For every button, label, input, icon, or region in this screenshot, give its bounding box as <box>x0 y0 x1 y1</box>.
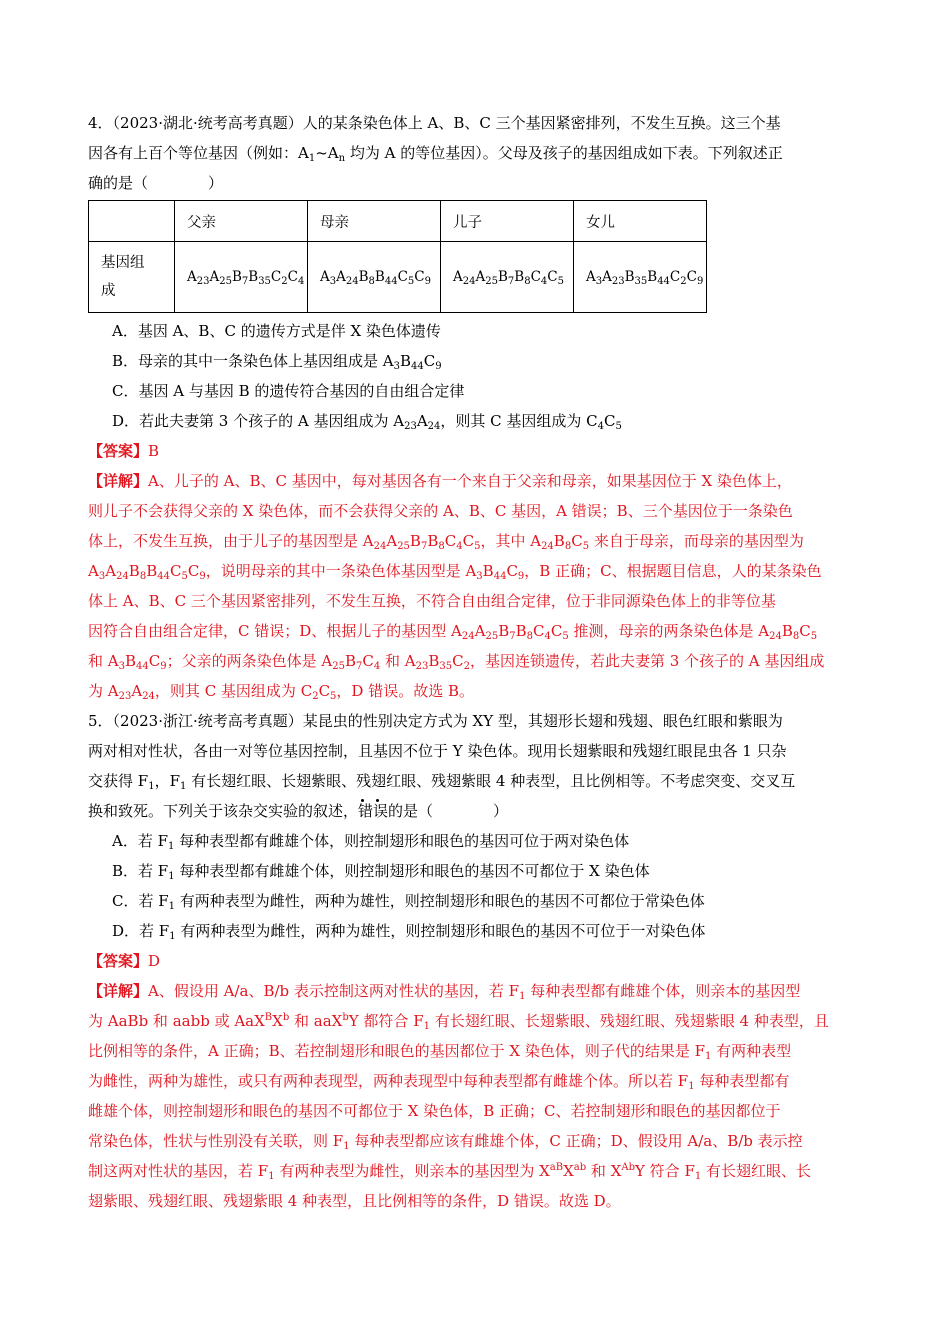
q5-option-b: B．若 $F_1$ 每种表型都有雌雄个体，则控制翅形和眼色的基因不可都位于 X 染色体 <box>112 862 650 882</box>
q5-explain-line: 雌雄个体，则控制翅形和眼色的基因不可都位于 X 染色体，B 正确；C、若控制翅形和眼色的基因都位于 <box>88 1102 781 1120</box>
table-cell-son: $A_{24}A_{25}B_7B_8C_4C_5$ <box>441 242 574 313</box>
q5-explain-line: 翅紫眼、残翅红眼、残翅紫眼 4 种表型，且比例相等的条件，D 错误。故选 D。 <box>88 1192 621 1210</box>
table-row-label: 基因组 成 <box>89 242 175 313</box>
gene-table <box>88 200 707 313</box>
table-header-mother: 母亲 <box>308 201 441 242</box>
q4-option-c: C．基因 A 与基因 B 的遗传符合基因的自由组合定律 <box>112 382 465 400</box>
table-header-daughter: 女儿 <box>574 201 707 242</box>
q4-option-b: B．母亲的其中一条染色体上基因组成是 $A_3B_{44}C_9$ <box>112 352 442 372</box>
q4-explain-line: 为 $A_{23}A_{24}$，则其 C 基因组成为 $C_2C_5$，D 错误。故选 B。 <box>88 682 475 702</box>
q4-explanation <box>88 466 864 706</box>
q5-option-a: A．若 $F_1$ 每种表型都有雌雄个体，则控制翅形和眼色的基因可位于两对染色体 <box>112 832 630 852</box>
emphasis-dots: 错误 <box>358 802 389 820</box>
q5-option-d: D．若 $F_1$ 有两种表型为雌性，两种为雄性，则控制翅形和眼色的基因不可位于一对染色体 <box>112 922 706 942</box>
q4-stem-line-1: 4．（2023·湖北·统考高考真题）人的某条染色体上 A、B、C 三个基因紧密排列，不发生互换。这三个基 <box>88 114 781 132</box>
q4-stem-line-3: 确的是（ ） <box>88 174 224 192</box>
table-header-father: 父亲 <box>175 201 308 242</box>
q5-stem-line-2: 两对相对性状，各由一对等位基因控制，且基因不位于 Y 染色体。现用长翅紫眼和残翅红眼昆虫各 1 只杂 <box>88 742 787 760</box>
q5-explain-line: 为雌性，两种为雄性，或只有两种表现型，两种表现型中每种表型都有雌雄个体。所以若 $F_1$ 每种表型都有 <box>88 1072 790 1092</box>
q4-explain-line: 体上，不发生互换，由于儿子的基因型是 $A_{24}A_{25}B_7B_8C_4C_5$，其中 $A_{24}B_8C_5$ 来自于母亲，而母亲的基因型为 <box>88 532 804 552</box>
q5-explain-line: 比例相等的条件，A 正确；B、若控制翅形和眼色的基因都位于 X 染色体，则子代的结果是 $F_1$ 有两种表型 <box>88 1042 792 1062</box>
q4-option-a: A．基因 A、B、C 的遗传方式是伴 X 染色体遗传 <box>112 322 441 340</box>
table-cell-daughter: $A_3A_{23}B_{35}B_{44}C_2C_9$ <box>574 242 707 313</box>
question-5 <box>88 706 864 1216</box>
q4-answer: 【答案】B <box>88 442 160 460</box>
q4-explain-line: 体上 A、B、C 三个基因紧密排列，不发生互换，不符合自由组合定律，位于非同源染色体上的非等位基 <box>88 592 776 610</box>
table-header-son: 儿子 <box>441 201 574 242</box>
q5-explain-line: 【详解】A、假设用 A/a、B/b 表示控制这两对性状的基因，若 $F_1$ 每种表型都有雌雄个体，则亲本的基因型 <box>88 982 801 1002</box>
q5-answer: 【答案】D <box>88 952 161 970</box>
q5-stem-line-4: 换和致死。下列关于该杂交实验的叙述，错误的是（ ） <box>88 802 509 820</box>
q5-explain-line: 为 AaBb 和 aabb 或 $AaX^BX^b$ 和 aaX$^b$Y 都符合 $F_1$ 有长翅红眼、长翅紫眼、残翅红眼、残翅紫眼 4 种表型，且 <box>88 1012 829 1032</box>
q4-explain-line: 因符合自由组合定律，C 错误；D、根据儿子的基因型 $A_{24}A_{25}B_7B_8C_4C_5$ 推测，母亲的两条染色体是 $A_{24}B_8C_5$ <box>88 622 818 642</box>
table-header-empty <box>89 201 175 242</box>
q4-explain-line: $A_3A_{24}B_8B_{44}C_5C_9$，说明母亲的其中一条染色体基因型是 $A_3B_{44}C_9$，B 正确；C、根据题目信息，人的某条染色 <box>88 562 822 582</box>
q5-stem-line-1: 5．（2023·浙江·统考高考真题）某昆虫的性别决定方式为 XY 型，其翅形长翅和残翅、眼色红眼和紫眼为 <box>88 712 783 730</box>
page-content <box>88 108 864 1216</box>
table-cell-father: $A_{23}A_{25}B_7B_{35}C_2C_4$ <box>175 242 308 313</box>
q5-stem-line-3: 交获得 $F_1$，$F_1$ 有长翅红眼、长翅紫眼、残翅红眼、残翅紫眼 4 种表型，且比例相等。不考虑突变、交叉互 <box>88 772 796 792</box>
q5-explain-line: 常染色体，性状与性别没有关联，则 $F_1$ 每种表型都应该有雌雄个体，C 正确；D、假设用 A/a、B/b 表示控 <box>88 1132 803 1152</box>
q4-explain-line: 则儿子不会获得父亲的 X 染色体，而不会获得父亲的 A、B、C 基因，A 错误；B、三个基因位于一条染色 <box>88 502 793 520</box>
q5-explanation <box>88 976 864 1216</box>
q4-explain-line: 【详解】A、儿子的 A、B、C 基因中，每对基因各有一个来自于父亲和母亲，如果基因位于 X 染色体上， <box>88 472 792 490</box>
q4-stem-line-2: 因各有上百个等位基因（例如：$A_1\sim A_n$ 均为 A 的等位基因）。父母及孩子的基因组成如下表。下列叙述正 <box>88 144 783 164</box>
q5-explain-line: 制这两对性状的基因，若 $F_1$ 有两种表型为雌性，则亲本的基因型为 $X^{aB}X^{ab}$ 和 $X^{Ab}Y$ 符合 $F_1$ 有长翅红眼、长 <box>88 1162 812 1182</box>
question-4 <box>88 108 864 706</box>
q4-explain-line: 和 $A_3B_{44}C_9$；父亲的两条染色体是 $A_{25}B_7C_4$ 和 $A_{23}B_{35}C_2$，基因连锁遗传，若此夫妻第 3 个孩子的 A 基因组成 <box>88 652 825 672</box>
q4-option-d: D．若此夫妻第 3 个孩子的 A 基因组成为 $A_{23}A_{24}$，则其 C 基因组成为 $C_4C_5$ <box>112 412 622 432</box>
table-cell-mother: $A_3A_{24}B_8B_{44}C_5C_9$ <box>308 242 441 313</box>
q5-option-c: C．若 $F_1$ 有两种表型为雌性，两种为雄性，则控制翅形和眼色的基因不可都位于常染色体 <box>112 892 705 912</box>
